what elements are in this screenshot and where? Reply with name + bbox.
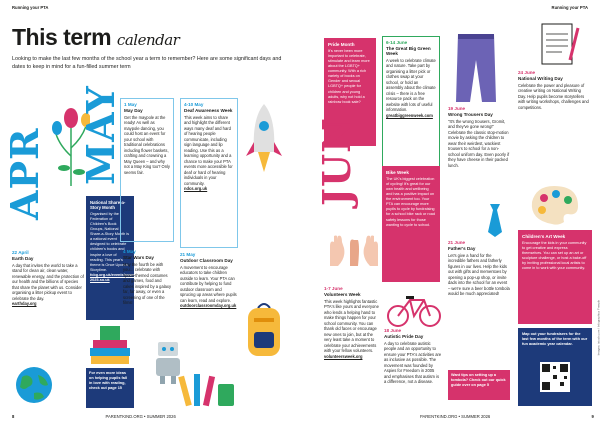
notebook-icon — [536, 20, 580, 68]
page-title — [12, 26, 179, 49]
deaf-week-body: This week aims to share and highlight the different ways many deaf and hard of hearing people communicate, including sign language and lip reading. Use this as a learning opportunity and a chance to make your PTA events more accessible for deaf or hard of hearing individuals in your community. — [184, 114, 233, 186]
footer-left-text: PARENTKIND.ORG • SUMMER 2026 — [105, 414, 176, 419]
month-may: MAY — [78, 85, 123, 185]
more-ideas-box — [86, 368, 134, 408]
globe-icon — [14, 365, 54, 405]
story-month-title: National Share-a-Story Month — [90, 200, 126, 210]
month-apr: APR — [2, 127, 47, 220]
event-autistic-pride — [384, 328, 442, 385]
deaf-week-link[interactable]: ndcs.org.uk — [184, 186, 208, 192]
autistic-title: Autistic Pride Day — [384, 334, 424, 339]
autistic-body: A day to celebrate autistic people and an opportunity to ensure your PTA's activities are as inclusive as possible. The movement was founded by Aspies for Freedom in 2005 and emphasises that autism is a difference, not a disease. — [384, 340, 442, 385]
event-art-week — [518, 230, 592, 324]
page-number-right: 9 — [591, 414, 594, 419]
pride-title: Pride Month — [328, 42, 355, 47]
earth-day-title: Earth Day — [12, 256, 34, 261]
bicycle-icon — [384, 288, 444, 328]
event-green-week — [382, 36, 440, 186]
event-wrong-trousers — [448, 106, 510, 168]
raised-hands-icon — [324, 232, 384, 268]
footer-left — [12, 414, 176, 419]
earth-day-date: 22 April — [12, 250, 29, 255]
star-wars-date: 4 May — [123, 249, 136, 254]
qr-note: Map out your fundraisers for the last few months of the term with our fun academic year calendar. — [522, 332, 588, 347]
volunteers-link[interactable]: volunteersweek.org — [324, 353, 363, 359]
event-star-wars — [120, 246, 174, 338]
footer-right — [420, 414, 594, 419]
wrong-trousers-body: "It's the wrong trousers, Gromit, and they've gone wrong!" Celebrate the classic stop-motion movie by asking the children to wear their weirdest, wackiest trousers to school for a non-school uniform day. Even poorly if they have cheese in their packed lunch. — [448, 118, 510, 168]
month-jun: JUN — [314, 117, 359, 206]
wrong-trousers-date: 19 June — [448, 106, 466, 111]
bike-week-title: Bike Week — [386, 170, 409, 175]
event-earth-day — [12, 250, 84, 307]
green-week-date: 6-14 June — [386, 40, 408, 45]
may-day-title: May Day — [124, 108, 143, 113]
writing-day-title: National Writing Day — [518, 76, 563, 81]
art-week-title: Children's Art Week — [522, 234, 566, 239]
green-week-title: The Great Big Green Week — [386, 46, 431, 56]
wrong-trousers-title: Wrong Trousers Day — [448, 112, 493, 117]
footer-right-text: PARENTKIND.ORG • SUMMER 2026 — [420, 414, 491, 419]
writing-day-body: Celebrate the power and pleasure of creative writing on National Writing Day. Help pupils become storytellers with writing workshops, challenges and competitions. — [518, 82, 589, 110]
bike-week-body: The UK's biggest celebration of cycling! It's great for our own health and wellbeing and has a positive impact on the environment too. Your PTA can encourage more pupils to cycle by fundraising for a school bike rack or road safety lessons for those wanting to cycle to school. — [386, 176, 435, 227]
tombola-tip-box — [448, 370, 510, 400]
outdoor-date: 21 May — [180, 252, 196, 257]
stationery-icon — [178, 370, 238, 410]
green-week-link[interactable]: greatbiggreenweek.com — [386, 112, 433, 118]
event-deaf-week — [180, 98, 238, 248]
deaf-week-date: 4-10 May — [184, 102, 204, 107]
star-wars-body: May the fourth be with you… celebrate with space-themed costumes and games, food and cakes inspired by a galaxy far, far away, or even a screening of one of the films! — [123, 261, 172, 306]
fathers-date: 21 June — [448, 240, 466, 245]
pride-body: It's never been more important to celebrate, stimulate and learn more about the LGBTQ+ community. With a rich variety of books on Gender and sexual LGBTQ+ people for children and young adults, why not hold a rainbow book sale? — [328, 48, 370, 104]
image-credit: Images: istock.com / Infographics Freepik — [596, 300, 600, 356]
autistic-date: 18 June — [384, 328, 402, 333]
earth-day-link[interactable]: earthday.org — [12, 301, 37, 307]
star-wars-title: Star Wars Day — [123, 255, 154, 260]
event-outdoor-day — [180, 252, 238, 309]
tombola-tip-text[interactable]: Want tips on setting up a tombola? Check out our quick guide over on page 5 — [451, 373, 506, 388]
paint-palette-icon — [528, 184, 580, 226]
art-week-body: Encourage the kids in your community to get creative and express themselves. You can set up an art or sculpture challenge, or host a bake-off by inviting professional local artists to come in to work with your community. — [522, 240, 587, 271]
page-number-left: 8 — [12, 414, 15, 419]
fathers-title: Father's Day — [448, 246, 476, 251]
event-may-day — [120, 98, 174, 242]
earth-day-body: A day that invites the world to take a stand for clean air, clean water, renewable energy, and the protection of our health and the billions of species that share the planet with us. Consider organising a litter pickup event to celebrate the day. — [12, 262, 84, 301]
event-bike-week — [382, 166, 440, 282]
writing-day-date: 24 June — [518, 70, 536, 75]
may-day-date: 1 May — [124, 102, 137, 107]
may-day-body: Get the maypole at the ready! As well as maypole dancing, you could host an event for your school with traditional celebrations including flower baskets, crafting and crowning a May Queen – and why not a May King too? Only seems fair. — [124, 114, 170, 175]
intro-text: Looking to make the last few months of the school year a term to remember? Here are some significant days and dates to keep in mind for a fun-filled summer term — [12, 56, 282, 70]
volunteers-date: 1-7 June — [324, 286, 343, 291]
backpack-icon — [240, 300, 288, 364]
title-main: This term — [12, 24, 112, 50]
running-head-right: Running your PTA — [551, 5, 588, 10]
event-writing-day — [518, 70, 590, 110]
trousers-icon — [448, 30, 504, 104]
rocket-icon — [244, 100, 284, 180]
qr-box — [518, 328, 592, 406]
deaf-week-title: Deaf Awareness Week — [184, 108, 233, 113]
qr-code-icon[interactable] — [540, 362, 570, 392]
green-week-body: A week to celebrate climate and nature. Take part by organising a litter pick or clothes swap at your school, or hold an assembly about the climate crisis – there is a free resource pack on the website with lots of useful information. — [386, 57, 436, 113]
volunteers-title: Volunteers Week — [324, 292, 361, 297]
running-head-left: Running your PTA — [12, 5, 49, 10]
outdoor-title: Outdoor Classroom Day — [180, 258, 233, 263]
event-volunteers — [324, 286, 380, 359]
tie-icon — [480, 202, 510, 238]
outdoor-body: A movement to encourage educators to take children outside to learn. Your PTA can contribute by helping to fund outdoor classroom and sprucing up areas where pupils can learn, read and explore. — [180, 264, 237, 303]
more-ideas-text[interactable]: For even more ideas on helping pupils fall in love with reading, check out page 15 — [89, 371, 127, 391]
outdoor-link[interactable]: outdoorclassroomday.org.uk — [180, 303, 237, 309]
right-page — [300, 0, 600, 424]
fathers-body: Let's give a hand for the incredible fathers and fatherly figures in our lives. Help the kids out with gifts and mementoes by opening a pop-up shop, or invite dads into the school for an event – we're sure a beer bottle tombola would be much appreciated! — [448, 252, 510, 297]
story-month-body: Organised by the Federation of Children's Book Groups, National Share-a-Story Month is a national event designed to celebrate children's books and inspire a love of reading. This year's theme is Once Upon a Storytime. — [90, 211, 130, 272]
volunteers-body: This week highlights fantastic PTA's like yours and everyone who lends a helping hand to make things happen for your school community. You can thank old faces or encourage new ones to join, but at the very least take a moment to celebrate your achievements with your fellow volunteers. — [324, 298, 379, 354]
title-script: calendar — [116, 31, 180, 49]
event-fathers-day — [448, 240, 510, 297]
story-month-link[interactable]: fcbg.org.uk/events/nssm-2025-so.uk — [90, 273, 136, 283]
